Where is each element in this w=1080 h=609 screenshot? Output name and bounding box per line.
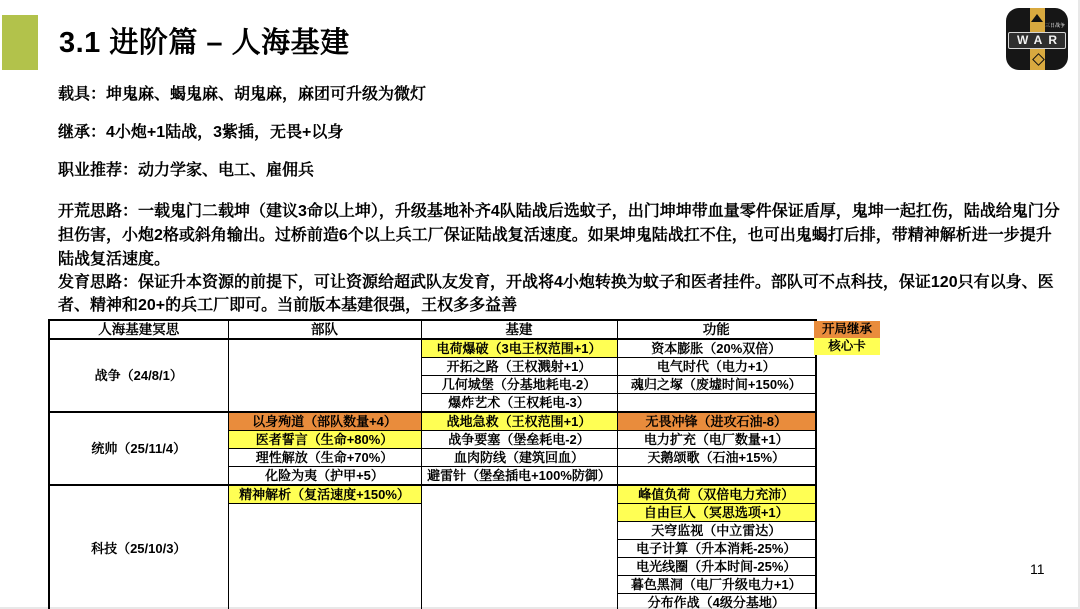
func-cell: 无畏冲锋（进攻石油-8） — [617, 412, 816, 431]
intro-line-professions: 职业推荐：动力学家、电工、雇佣兵 — [58, 162, 315, 179]
legend-start-inherit: 开局继承 — [814, 321, 880, 338]
col-header-infrastructure: 基建 — [421, 320, 617, 339]
func-cell: 天穹监视（中立雷达） — [617, 522, 816, 540]
func-cell: 峰值负荷（双倍电力充沛） — [617, 485, 816, 504]
troops-cell: 化险为夷（护甲+5） — [228, 467, 421, 486]
war-troops-empty-cell — [228, 339, 421, 412]
war-game-logo — [1006, 8, 1068, 70]
table-row — [49, 485, 816, 504]
row-label-technology: 科技（25/10/3） — [49, 485, 228, 609]
logo-chevron-icon — [1031, 14, 1043, 22]
func-cell: 魂归之塚（废墟时间+150%） — [617, 376, 816, 394]
col-header-troops: 部队 — [228, 320, 421, 339]
legend-core-card: 核心卡 — [814, 338, 880, 355]
title-accent-square — [2, 15, 38, 70]
func-cell: 暮色黑洞（电厂升级电力+1） — [617, 576, 816, 594]
paragraph-early-game: 开荒思路：一载鬼门二载坤（建议3命以上坤），升级基地补齐4队陆战后选蚊子，出门坤坤带血量零件保证盾厚，鬼坤一起扛伤，陆战给鬼门分担伤害，小炮2格或斜角输出。过桥前造6个以上兵工厂保证陆战复活速度。如果坤鬼陆战扛不住，也可出鬼蝎打后排，带精神解析进一步提升陆战复活速度。 — [58, 203, 1060, 268]
page-number: 11 — [1030, 561, 1045, 577]
infra-cell: 几何城堡（分基地耗电-2） — [421, 376, 617, 394]
intro-line-vehicles: 载具：坤鬼麻、蝎鬼麻、胡鬼麻，麻团可升级为微灯 — [58, 86, 427, 103]
troops-cell: 医者誓言（生命+80%） — [228, 431, 421, 449]
infra-cell: 战地急救（王权范围+1） — [421, 412, 617, 431]
infra-cell: 避雷针（堡垒插电+100%防御） — [421, 467, 617, 486]
func-cell: 天鹅颂歌（石油+15%） — [617, 449, 816, 467]
func-cell: 电气时代（电力+1） — [617, 358, 816, 376]
infra-cell: 战争要塞（堡垒耗电-2） — [421, 431, 617, 449]
row-label-war: 战争（24/8/1） — [49, 339, 228, 412]
paragraph-development: 发育思路：保证升本资源的前提下，可让资源给超武队友发育，开战将4小炮转换为蚊子和医者挂件。部队可不点科技，保证120只有以身、医者、精神和20+的兵工厂即可。当前版本基建很强，王权多多益善 — [58, 274, 1054, 314]
troops-cell: 理性解放（生命+70%） — [228, 449, 421, 467]
table-header-row — [49, 320, 816, 339]
logo-wordmark: WAR — [1008, 32, 1066, 49]
table-row — [49, 412, 816, 431]
meditation-table — [48, 319, 817, 609]
col-header-meditation: 人海基建冥思 — [49, 320, 228, 339]
func-cell: 电力扩充（电厂数量+1） — [617, 431, 816, 449]
func-cell: 电子计算（升本消耗-25%） — [617, 540, 816, 558]
intro-line-inheritance: 继承：4小炮+1陆战，3紫插，无畏+以身 — [58, 124, 344, 141]
highlight-legend — [814, 321, 880, 355]
troops-cell: 以身殉道（部队数量+4） — [228, 412, 421, 431]
infra-cell: 电荷爆破（3电王权范围+1） — [421, 339, 617, 358]
func-cell-empty — [617, 467, 816, 486]
table-row — [49, 339, 816, 358]
func-cell: 电光线圈（升本时间-25%） — [617, 558, 816, 576]
row-label-commander: 统帅（25/11/4） — [49, 412, 228, 485]
func-cell: 自由巨人（冥思选项+1） — [617, 504, 816, 522]
infra-cell: 开拓之路（王权溅射+1） — [421, 358, 617, 376]
infra-cell: 血肉防线（建筑回血） — [421, 449, 617, 467]
func-cell: 资本膨胀（20%双倍） — [617, 339, 816, 358]
page-title: 3.1 进阶篇 – 人海基建 — [59, 27, 350, 59]
tech-infra-empty-cell — [421, 485, 617, 609]
logo-subtext: 三日战争 — [1044, 23, 1065, 29]
func-cell-empty — [617, 394, 816, 413]
col-header-function: 功能 — [617, 320, 816, 339]
func-cell: 分布作战（4级分基地） — [617, 594, 816, 609]
troops-cell: 精神解析（复活速度+150%） — [228, 485, 421, 504]
infra-cell: 爆炸艺术（王权耗电-3） — [421, 394, 617, 413]
tech-troops-empty-cell — [228, 504, 421, 609]
intro-list — [58, 85, 426, 199]
